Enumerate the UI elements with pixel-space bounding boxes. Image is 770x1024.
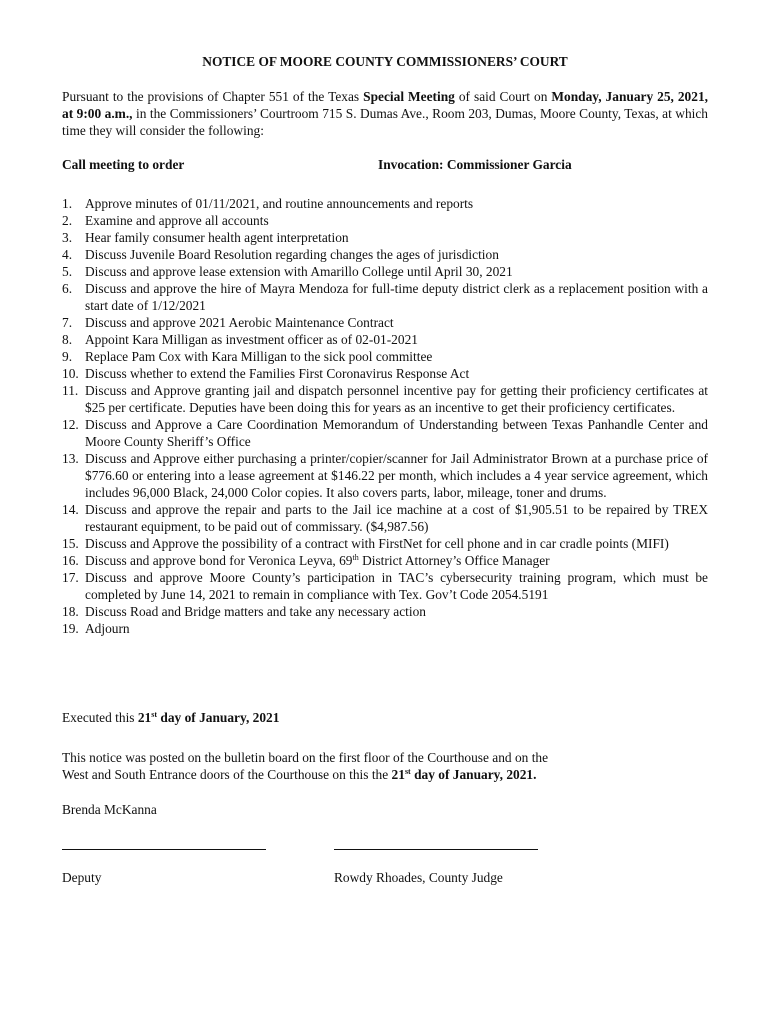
agenda-item (62, 246, 708, 263)
agenda-item-text-after: District Attorney’s Office Manager (358, 553, 550, 568)
agenda-item (62, 212, 708, 229)
intro-text-2: of said Court on (454, 89, 552, 104)
judge-signature-line (334, 849, 538, 850)
executed-day-suffix: st (151, 710, 158, 719)
agenda-item (62, 280, 708, 314)
agenda-item-text: Examine and approve all accounts (85, 213, 269, 228)
notice-title: NOTICE OF MOORE COUNTY COMMISSIONERS’ COURT (202, 54, 568, 69)
agenda-item-number: 6. (62, 281, 73, 296)
agenda-item (62, 416, 708, 450)
agenda-item-number: 18. (62, 604, 79, 619)
executed-day: 21 (137, 710, 152, 725)
agenda-item (62, 382, 708, 416)
agenda-item (62, 552, 708, 569)
deputy-signature-line (62, 849, 266, 850)
posted-line-2 (62, 766, 682, 783)
agenda-item-number: 13. (62, 451, 79, 466)
posted-day-suffix: st (404, 767, 411, 776)
ordinal-suffix: th (352, 553, 359, 562)
agenda-item-text: Discuss and approve Moore County’s participation in TAC’s cybersecurity training program, which must be completed by June 14, 2021 to remain in compliance with Tex. Gov’t Code 2054.5191 (85, 570, 708, 602)
agenda-item (62, 569, 708, 603)
agenda-item (62, 229, 708, 246)
call-to-order: Call meeting to order (62, 157, 185, 172)
agenda-item-text-before: Discuss and approve bond for Veronica Leyva, 69 (85, 553, 353, 568)
agenda-item-text: Discuss and approve the repair and parts to the Jail ice machine at a cost of $1,905.51 to be repaired by TREX restaurant equipment, to be paid out of commissary. ($4,987.56) (85, 502, 708, 534)
agenda-item (62, 450, 708, 501)
agenda-item-text: Approve minutes of 01/11/2021, and routine announcements and reports (85, 196, 474, 211)
agenda-item-text: Discuss and approve the hire of Mayra Mendoza for full-time deputy district clerk as a replacement position with a start date of 1/12/2021 (85, 281, 708, 313)
agenda-item-text: Adjourn (85, 621, 130, 636)
agenda-item-number: 15. (62, 536, 79, 551)
agenda-item-text: Discuss Road and Bridge matters and take any necessary action (85, 604, 426, 619)
agenda-item-text: Replace Pam Cox with Kara Milligan to the sick pool committee (85, 349, 433, 364)
posted-date: day of January, 2021. (410, 767, 537, 782)
agenda-item-text: Discuss and approve 2021 Aerobic Maintenance Contract (85, 315, 394, 330)
posted-line-2-text: West and South Entrance doors of the Courthouse on this the (62, 767, 392, 782)
agenda-item-number: 5. (62, 264, 73, 279)
agenda-item-number: 11. (62, 383, 79, 398)
agenda-item-number: 10. (62, 366, 79, 381)
agenda-item-text: Discuss and Approve either purchasing a printer/copier/scanner for Jail Administrator Brown at a purchase price of $776.60 or entering into a lease agreement at $146.22 per month, which includes a 4 year service agreement, which includes 96,000 Black, 24,000 Color copies. It also covers parts, labor, mileage, toner and drums. (85, 451, 708, 500)
meeting-date-time: Monday, January 25, 2021, at 9:00 a.m., (62, 89, 708, 121)
executed-line (62, 709, 279, 726)
executed-date: day of January, 2021 (157, 710, 280, 725)
agenda-item (62, 195, 708, 212)
agenda-item (62, 348, 708, 365)
agenda-item (62, 314, 708, 331)
agenda-item (62, 603, 708, 620)
posted-notice (62, 749, 682, 783)
executed-prefix: Executed this (62, 710, 138, 725)
agenda-item-number: 4. (62, 247, 73, 262)
agenda-item-number: 17. (62, 570, 79, 585)
agenda-item-number: 8. (62, 332, 73, 347)
invocation: Invocation: Commissioner Garcia (378, 157, 572, 172)
agenda-item (62, 535, 708, 552)
intro-text-1: Pursuant to the provisions of Chapter 551 of the Texas (62, 89, 364, 104)
agenda-item-text: Appoint Kara Milligan as investment officer as of 02-01-2021 (85, 332, 418, 347)
agenda-item-text: Discuss Juvenile Board Resolution regarding changes the ages of jurisdiction (85, 247, 499, 262)
signer-name: Brenda McKanna (62, 802, 157, 817)
agenda-item (62, 620, 708, 637)
agenda-item-number: 19. (62, 621, 79, 636)
agenda-item (62, 501, 708, 535)
posted-line-1: This notice was posted on the bulletin board on the first floor of the Courthouse and on the (62, 750, 549, 765)
agenda-item-text: Discuss and Approve the possibility of a contract with FirstNet for cell phone and in car cradle points (MIFI) (85, 536, 669, 551)
agenda-item-text: Discuss and Approve granting jail and dispatch personnel incentive pay for getting their proficiency certificates at $25 per certificate. Deputies have been doing this for years as an incentive to get their proficiency certificates. (85, 383, 708, 415)
agenda-item-number: 2. (62, 213, 73, 228)
intro-text-3: in the Commissioners’ Courtroom 715 S. Dumas Ave., Room 203, Dumas, Moore County, Texas, at which time they will consider the following: (62, 106, 708, 138)
agenda-item-number: 12. (62, 417, 79, 432)
agenda-item-text: Discuss and Approve a Care Coordination Memorandum of Understanding between Texas Panhandle Center and Moore County Sheriff’s Office (85, 417, 708, 449)
agenda-item-number: 3. (62, 230, 73, 245)
agenda-item (62, 365, 708, 382)
agenda-item-number: 16. (62, 553, 79, 568)
agenda-item (62, 331, 708, 348)
agenda-item (62, 263, 708, 280)
agenda-item-text: Hear family consumer health agent interpretation (85, 230, 349, 245)
posted-day: 21 (391, 767, 405, 782)
intro-paragraph (62, 88, 708, 139)
agenda-item-text: Discuss whether to extend the Families First Coronavirus Response Act (85, 366, 470, 381)
deputy-label: Deputy (62, 870, 102, 885)
agenda-item-number: 7. (62, 315, 73, 330)
agenda-item-number: 1. (62, 196, 73, 211)
agenda-item-number: 14. (62, 502, 79, 517)
meeting-type: Special Meeting (363, 89, 455, 104)
agenda-item-text: Discuss and approve lease extension with Amarillo College until April 30, 2021 (85, 264, 513, 279)
agenda-list (62, 195, 708, 637)
judge-label: Rowdy Rhoades, County Judge (334, 870, 503, 885)
agenda-item-number: 9. (62, 349, 73, 364)
